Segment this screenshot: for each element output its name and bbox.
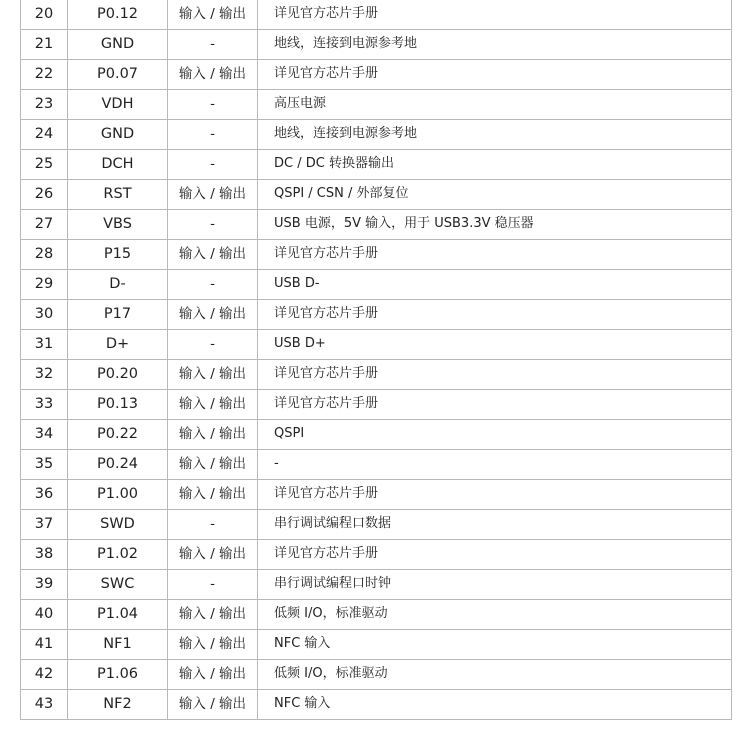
pin-description: 高压电源 [258, 90, 732, 120]
table-row [21, 480, 732, 510]
pin-direction: 输入 / 输出 [168, 0, 258, 30]
pin-number: 42 [21, 660, 68, 690]
pin-direction: - [168, 270, 258, 300]
pin-direction: 输入 / 输出 [168, 300, 258, 330]
pin-name: P0.20 [68, 360, 168, 390]
pin-table-body [21, 0, 732, 720]
pin-number: 40 [21, 600, 68, 630]
table-row [21, 180, 732, 210]
pin-direction: 输入 / 输出 [168, 480, 258, 510]
table-row [21, 690, 732, 720]
pin-table [20, 0, 732, 720]
pin-description: 低频 I/O，标准驱动 [258, 600, 732, 630]
pin-description: USB D- [258, 270, 732, 300]
table-row [21, 570, 732, 600]
pin-direction: 输入 / 输出 [168, 240, 258, 270]
pin-description: 详见官方芯片手册 [258, 540, 732, 570]
pin-name: RST [68, 180, 168, 210]
table-row [21, 330, 732, 360]
pin-number: 28 [21, 240, 68, 270]
pin-number: 29 [21, 270, 68, 300]
pin-name: P0.13 [68, 390, 168, 420]
pin-direction: 输入 / 输出 [168, 180, 258, 210]
pin-number: 39 [21, 570, 68, 600]
pin-description: 详见官方芯片手册 [258, 60, 732, 90]
pin-number: 30 [21, 300, 68, 330]
pin-number: 38 [21, 540, 68, 570]
table-row [21, 300, 732, 330]
pin-direction: - [168, 510, 258, 540]
pin-description: USB D+ [258, 330, 732, 360]
table-row [21, 90, 732, 120]
pin-direction: - [168, 210, 258, 240]
pin-name: P1.06 [68, 660, 168, 690]
pin-direction: - [168, 120, 258, 150]
pin-name: NF1 [68, 630, 168, 660]
pin-number: 23 [21, 90, 68, 120]
pin-direction: 输入 / 输出 [168, 630, 258, 660]
table-row [21, 660, 732, 690]
pin-number: 25 [21, 150, 68, 180]
table-row [21, 510, 732, 540]
pin-direction: 输入 / 输出 [168, 60, 258, 90]
table-row [21, 420, 732, 450]
pin-direction: 输入 / 输出 [168, 450, 258, 480]
pin-number: 36 [21, 480, 68, 510]
pin-name: D- [68, 270, 168, 300]
pin-name: GND [68, 30, 168, 60]
pin-name: P0.07 [68, 60, 168, 90]
pin-description: 详见官方芯片手册 [258, 240, 732, 270]
pin-description: DC / DC 转换器输出 [258, 150, 732, 180]
pin-number: 37 [21, 510, 68, 540]
table-row [21, 210, 732, 240]
pin-name: P1.04 [68, 600, 168, 630]
table-row [21, 630, 732, 660]
pin-name: P1.00 [68, 480, 168, 510]
pin-name: D+ [68, 330, 168, 360]
pin-number: 43 [21, 690, 68, 720]
table-row [21, 390, 732, 420]
pin-direction: - [168, 90, 258, 120]
pin-direction: 输入 / 输出 [168, 420, 258, 450]
pin-direction: 输入 / 输出 [168, 600, 258, 630]
pin-description: 地线，连接到电源参考地 [258, 30, 732, 60]
pin-description: NFC 输入 [258, 690, 732, 720]
pin-number: 32 [21, 360, 68, 390]
pin-name: GND [68, 120, 168, 150]
pin-description: 串行调试编程口时钟 [258, 570, 732, 600]
pin-direction: - [168, 30, 258, 60]
pin-direction: 输入 / 输出 [168, 390, 258, 420]
pin-description: 串行调试编程口数据 [258, 510, 732, 540]
pin-name: SWD [68, 510, 168, 540]
pin-name: SWC [68, 570, 168, 600]
pin-name: P0.22 [68, 420, 168, 450]
pin-description: 详见官方芯片手册 [258, 300, 732, 330]
pin-description: QSPI / CSN / 外部复位 [258, 180, 732, 210]
pin-name: DCH [68, 150, 168, 180]
pin-name: P0.24 [68, 450, 168, 480]
table-row [21, 270, 732, 300]
pin-number: 21 [21, 30, 68, 60]
pin-number: 22 [21, 60, 68, 90]
pin-number: 34 [21, 420, 68, 450]
table-row [21, 240, 732, 270]
pin-name: VBS [68, 210, 168, 240]
pin-number: 20 [21, 0, 68, 30]
pin-direction: 输入 / 输出 [168, 690, 258, 720]
pin-name: P17 [68, 300, 168, 330]
pin-description: USB 电源，5V 输入，用于 USB3.3V 稳压器 [258, 210, 732, 240]
pin-description: 详见官方芯片手册 [258, 390, 732, 420]
pin-name: VDH [68, 90, 168, 120]
pin-number: 33 [21, 390, 68, 420]
pin-name: P0.12 [68, 0, 168, 30]
pin-direction: - [168, 330, 258, 360]
table-row [21, 450, 732, 480]
pin-direction: 输入 / 输出 [168, 360, 258, 390]
pin-direction: - [168, 150, 258, 180]
pin-number: 24 [21, 120, 68, 150]
pin-description: 低频 I/O，标准驱动 [258, 660, 732, 690]
table-row [21, 600, 732, 630]
pin-name: P15 [68, 240, 168, 270]
pin-description: 详见官方芯片手册 [258, 360, 732, 390]
table-row [21, 540, 732, 570]
pin-description: 地线，连接到电源参考地 [258, 120, 732, 150]
table-row [21, 120, 732, 150]
pin-description: 详见官方芯片手册 [258, 480, 732, 510]
pin-number: 27 [21, 210, 68, 240]
pin-number: 35 [21, 450, 68, 480]
table-row [21, 60, 732, 90]
pin-direction: - [168, 570, 258, 600]
pin-number: 41 [21, 630, 68, 660]
table-row [21, 360, 732, 390]
pin-number: 26 [21, 180, 68, 210]
pin-description: - [258, 450, 732, 480]
pin-description: QSPI [258, 420, 732, 450]
pin-direction: 输入 / 输出 [168, 540, 258, 570]
pin-name: P1.02 [68, 540, 168, 570]
pin-description: 详见官方芯片手册 [258, 0, 732, 30]
pin-name: NF2 [68, 690, 168, 720]
pin-direction: 输入 / 输出 [168, 660, 258, 690]
table-row [21, 0, 732, 30]
table-row [21, 150, 732, 180]
table-row [21, 30, 732, 60]
pin-number: 31 [21, 330, 68, 360]
pin-description: NFC 输入 [258, 630, 732, 660]
